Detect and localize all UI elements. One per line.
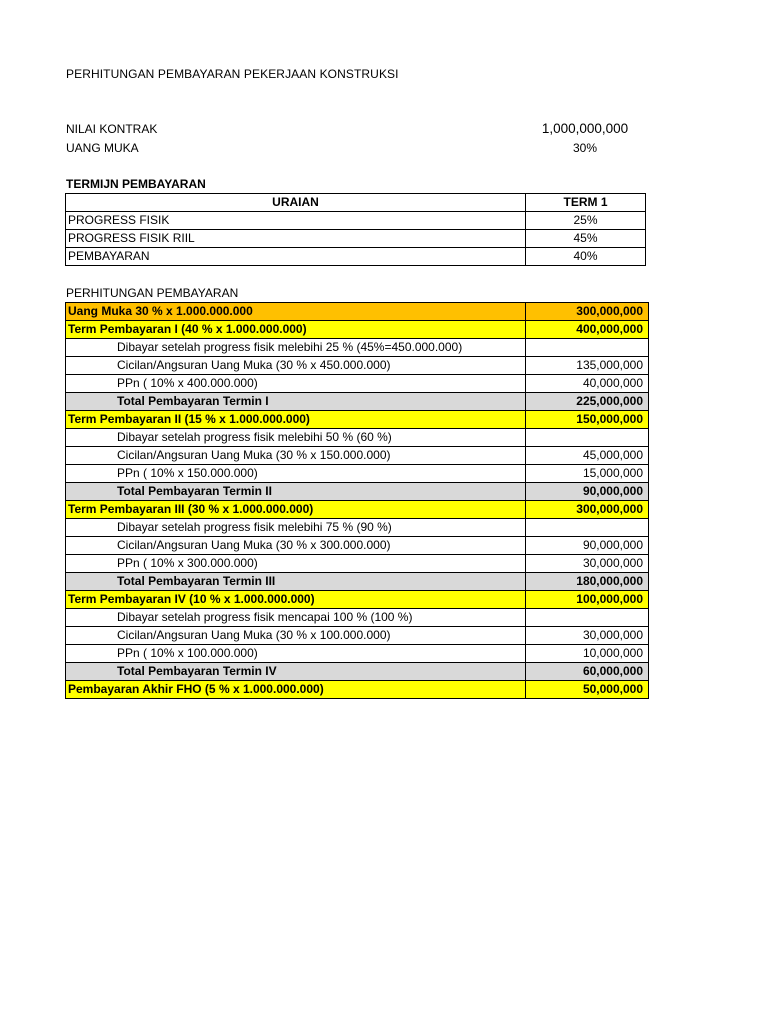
- termijn-row-label: PROGRESS FISIK RIIL: [66, 230, 526, 248]
- row-value: [526, 429, 649, 447]
- row-label: Cicilan/Angsuran Uang Muka (30 % x 100.000.000): [66, 627, 526, 645]
- row-label: Uang Muka 30 % x 1.000.000.000: [66, 303, 526, 321]
- row-value: 10,000,000: [526, 645, 649, 663]
- table-row: [66, 339, 649, 357]
- row-label: Cicilan/Angsuran Uang Muka (30 % x 450.000.000): [66, 357, 526, 375]
- row-value: 100,000,000: [526, 591, 649, 609]
- row-value: 400,000,000: [526, 321, 649, 339]
- perhitungan-table: [65, 302, 649, 699]
- table-row: [66, 645, 649, 663]
- row-value: 60,000,000: [526, 663, 649, 681]
- termijn-row: [66, 230, 646, 248]
- row-value: 50,000,000: [526, 681, 649, 699]
- term1-header: TERM 1: [526, 194, 646, 212]
- nilai-kontrak-value: 1,000,000,000: [541, 121, 629, 136]
- row-value: [526, 339, 649, 357]
- nilai-kontrak-label: NILAI KONTRAK: [66, 122, 158, 136]
- table-row: [66, 411, 649, 429]
- row-value: 150,000,000: [526, 411, 649, 429]
- row-value: [526, 519, 649, 537]
- row-value: 45,000,000: [526, 447, 649, 465]
- uang-muka-label: UANG MUKA: [66, 141, 139, 155]
- uraian-header: URAIAN: [66, 194, 526, 212]
- termijn-header-row: [66, 194, 646, 212]
- row-label: PPn ( 10% x 400.000.000): [66, 375, 526, 393]
- row-label: Term Pembayaran III (30 % x 1.000.000.000): [66, 501, 526, 519]
- row-label: Dibayar setelah progress fisik melebihi 75 % (90 %): [66, 519, 526, 537]
- row-label: Total Pembayaran Termin I: [66, 393, 526, 411]
- row-label: PPn ( 10% x 100.000.000): [66, 645, 526, 663]
- table-row: [66, 609, 649, 627]
- row-value: 90,000,000: [526, 483, 649, 501]
- row-value: 30,000,000: [526, 555, 649, 573]
- row-label: Dibayar setelah progress fisik melebihi 25 % (45%=450.000.000): [66, 339, 526, 357]
- row-label: Total Pembayaran Termin IV: [66, 663, 526, 681]
- table-row: [66, 537, 649, 555]
- row-label: Cicilan/Angsuran Uang Muka (30 % x 150.000.000): [66, 447, 526, 465]
- table-row: [66, 483, 649, 501]
- table-row: [66, 663, 649, 681]
- row-label: Dibayar setelah progress fisik melebihi 50 % (60 %): [66, 429, 526, 447]
- table-row: [66, 591, 649, 609]
- uang-muka-value: 30%: [572, 141, 598, 155]
- termijn-row-value: 45%: [526, 230, 646, 248]
- termijn-row-value: 25%: [526, 212, 646, 230]
- row-label: Pembayaran Akhir FHO (5 % x 1.000.000.000): [66, 681, 526, 699]
- table-row: [66, 465, 649, 483]
- table-row: [66, 303, 649, 321]
- termijn-row-label: PEMBAYARAN: [66, 248, 526, 266]
- row-value: 300,000,000: [526, 501, 649, 519]
- row-label: Dibayar setelah progress fisik mencapai 100 % (100 %): [66, 609, 526, 627]
- termijn-table: [65, 193, 646, 266]
- row-value: 225,000,000: [526, 393, 649, 411]
- page-title: PERHITUNGAN PEMBAYARAN PEKERJAAN KONSTRUKSI: [66, 67, 399, 81]
- termijn-row-label: PROGRESS FISIK: [66, 212, 526, 230]
- row-value: [526, 609, 649, 627]
- row-value: 90,000,000: [526, 537, 649, 555]
- termijn-row-value: 40%: [526, 248, 646, 266]
- row-value: 40,000,000: [526, 375, 649, 393]
- table-row: [66, 429, 649, 447]
- termijn-row: [66, 248, 646, 266]
- termijn-row: [66, 212, 646, 230]
- row-value: 30,000,000: [526, 627, 649, 645]
- row-label: Cicilan/Angsuran Uang Muka (30 % x 300.000.000): [66, 537, 526, 555]
- row-value: 135,000,000: [526, 357, 649, 375]
- table-row: [66, 393, 649, 411]
- row-label: PPn ( 10% x 300.000.000): [66, 555, 526, 573]
- table-row: [66, 321, 649, 339]
- table-row: [66, 573, 649, 591]
- table-row: [66, 375, 649, 393]
- table-row: [66, 501, 649, 519]
- table-row: [66, 519, 649, 537]
- row-label: Term Pembayaran IV (10 % x 1.000.000.000): [66, 591, 526, 609]
- row-label: Term Pembayaran I (40 % x 1.000.000.000): [66, 321, 526, 339]
- table-row: [66, 627, 649, 645]
- row-label: Total Pembayaran Termin II: [66, 483, 526, 501]
- row-value: 300,000,000: [526, 303, 649, 321]
- row-label: PPn ( 10% x 150.000.000): [66, 465, 526, 483]
- table-row: [66, 447, 649, 465]
- perhitungan-heading: PERHITUNGAN PEMBAYARAN: [66, 286, 239, 300]
- row-label: Term Pembayaran II (15 % x 1.000.000.000): [66, 411, 526, 429]
- table-row: [66, 681, 649, 699]
- row-value: 15,000,000: [526, 465, 649, 483]
- table-row: [66, 357, 649, 375]
- row-value: 180,000,000: [526, 573, 649, 591]
- table-row: [66, 555, 649, 573]
- row-label: Total Pembayaran Termin III: [66, 573, 526, 591]
- termijn-heading: TERMIJN PEMBAYARAN: [66, 177, 206, 191]
